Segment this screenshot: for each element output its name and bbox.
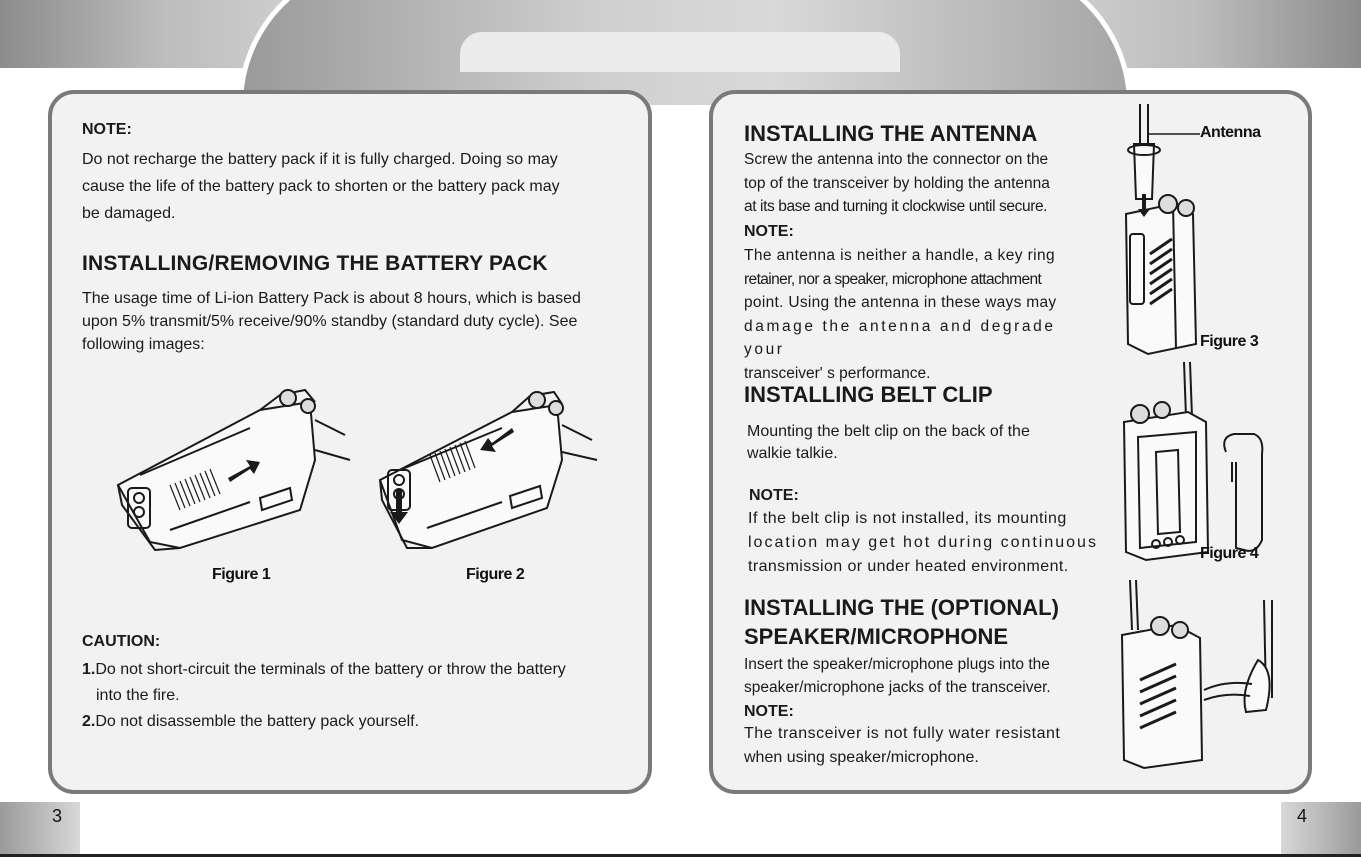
- battery-section-title: INSTALLING/REMOVING THE BATTERY PACK: [82, 252, 548, 275]
- caution-item-2: [82, 709, 566, 735]
- beltclip-line: Mounting the belt clip on the back of the: [747, 423, 1030, 440]
- speaker-line: Insert the speaker/microphone plugs into the: [744, 656, 1050, 673]
- speaker-note-body: [744, 722, 1096, 770]
- caution-list: [82, 657, 566, 735]
- note-line: cause the life of the battery pack to shorten or the battery pack may: [82, 178, 560, 195]
- beltclip-note-heading: NOTE:: [749, 487, 799, 504]
- list-text: Do not disassemble the battery pack yourself.: [95, 713, 420, 730]
- figure3-caption: Figure 3: [1200, 333, 1259, 350]
- speaker-title-line2: SPEAKER/MICROPHONE: [744, 624, 1009, 649]
- beltclip-paragraph: [747, 421, 1030, 465]
- note-line: when using speaker/microphone.: [744, 749, 979, 766]
- antenna-line: top of the transceiver by holding the antenna: [744, 174, 1050, 192]
- figure4-caption: Figure 4: [1200, 545, 1259, 562]
- antenna-note-body: [744, 244, 1096, 385]
- list-number: 1.: [82, 661, 96, 678]
- list-number: 2.: [82, 713, 96, 730]
- speaker-paragraph: [744, 653, 1096, 699]
- page-number-left: 3: [0, 802, 80, 857]
- figure1-caption: Figure 1: [212, 566, 271, 583]
- beltclip-section-title: INSTALLING BELT CLIP: [744, 382, 993, 407]
- figure1-illustration: [110, 390, 350, 560]
- antenna-paragraph: [744, 148, 1096, 219]
- caution-heading: CAUTION:: [82, 633, 161, 650]
- antenna-label: Antenna: [1200, 124, 1261, 141]
- list-text: Do not short-circuit the terminals of the battery or throw the battery: [95, 661, 566, 678]
- header-tab: [460, 32, 900, 72]
- note-line: be damaged.: [82, 205, 176, 222]
- note-line: The transceiver is not fully water resistant: [744, 725, 1061, 742]
- antenna-note-heading: NOTE:: [744, 223, 794, 240]
- antenna-line: at its base and turning it clockwise until secure.: [744, 198, 1048, 215]
- note-line: transmission or under heated environment.: [748, 558, 1069, 575]
- note-line: Do not recharge the battery pack if it is fully charged. Doing so may: [82, 151, 558, 168]
- page-number-right: 4: [1281, 802, 1361, 857]
- figure3-illustration: [1118, 104, 1208, 356]
- beltclip-line: walkie talkie.: [747, 445, 838, 462]
- caution-item-1-cont: into the fire.: [96, 687, 180, 704]
- speaker-note-heading: NOTE:: [744, 703, 794, 720]
- beltclip-note-body: [748, 507, 1100, 579]
- usage-line: upon 5% transmit/5% receive/90% standby (standard duty cycle). See: [82, 313, 578, 330]
- figure5-illustration: [1116, 580, 1286, 770]
- note-line: point. Using the antenna in these ways may: [744, 294, 1057, 311]
- left-note-heading: NOTE:: [82, 121, 132, 138]
- note-line: transceiver' s performance.: [744, 364, 931, 382]
- figure4-illustration: [1116, 362, 1276, 562]
- usage-paragraph: [82, 287, 581, 356]
- figure2-caption: Figure 2: [466, 566, 525, 583]
- usage-line: The usage time of Li-ion Battery Pack is about 8 hours, which is based: [82, 290, 581, 307]
- note-line: location may get hot during continuous: [748, 534, 1098, 551]
- caution-item-1: [82, 657, 566, 683]
- antenna-pointer-line: [1148, 132, 1200, 136]
- left-note-body: [82, 146, 560, 227]
- antenna-section-title: INSTALLING THE ANTENNA: [744, 121, 1038, 146]
- note-line: damage the antenna and degrade your: [744, 317, 1056, 358]
- speaker-title-line1: INSTALLING THE (OPTIONAL): [744, 595, 1059, 620]
- note-line: retainer, nor a speaker, microphone attachment: [744, 270, 1042, 288]
- figure2-illustration: [372, 390, 602, 560]
- usage-line: following images:: [82, 336, 205, 353]
- note-line: The antenna is neither a handle, a key ring: [744, 247, 1056, 264]
- antenna-line: Screw the antenna into the connector on the: [744, 151, 1049, 168]
- speaker-line: speaker/microphone jacks of the transceiver.: [744, 679, 1051, 696]
- note-line: If the belt clip is not installed, its mounting: [748, 510, 1067, 527]
